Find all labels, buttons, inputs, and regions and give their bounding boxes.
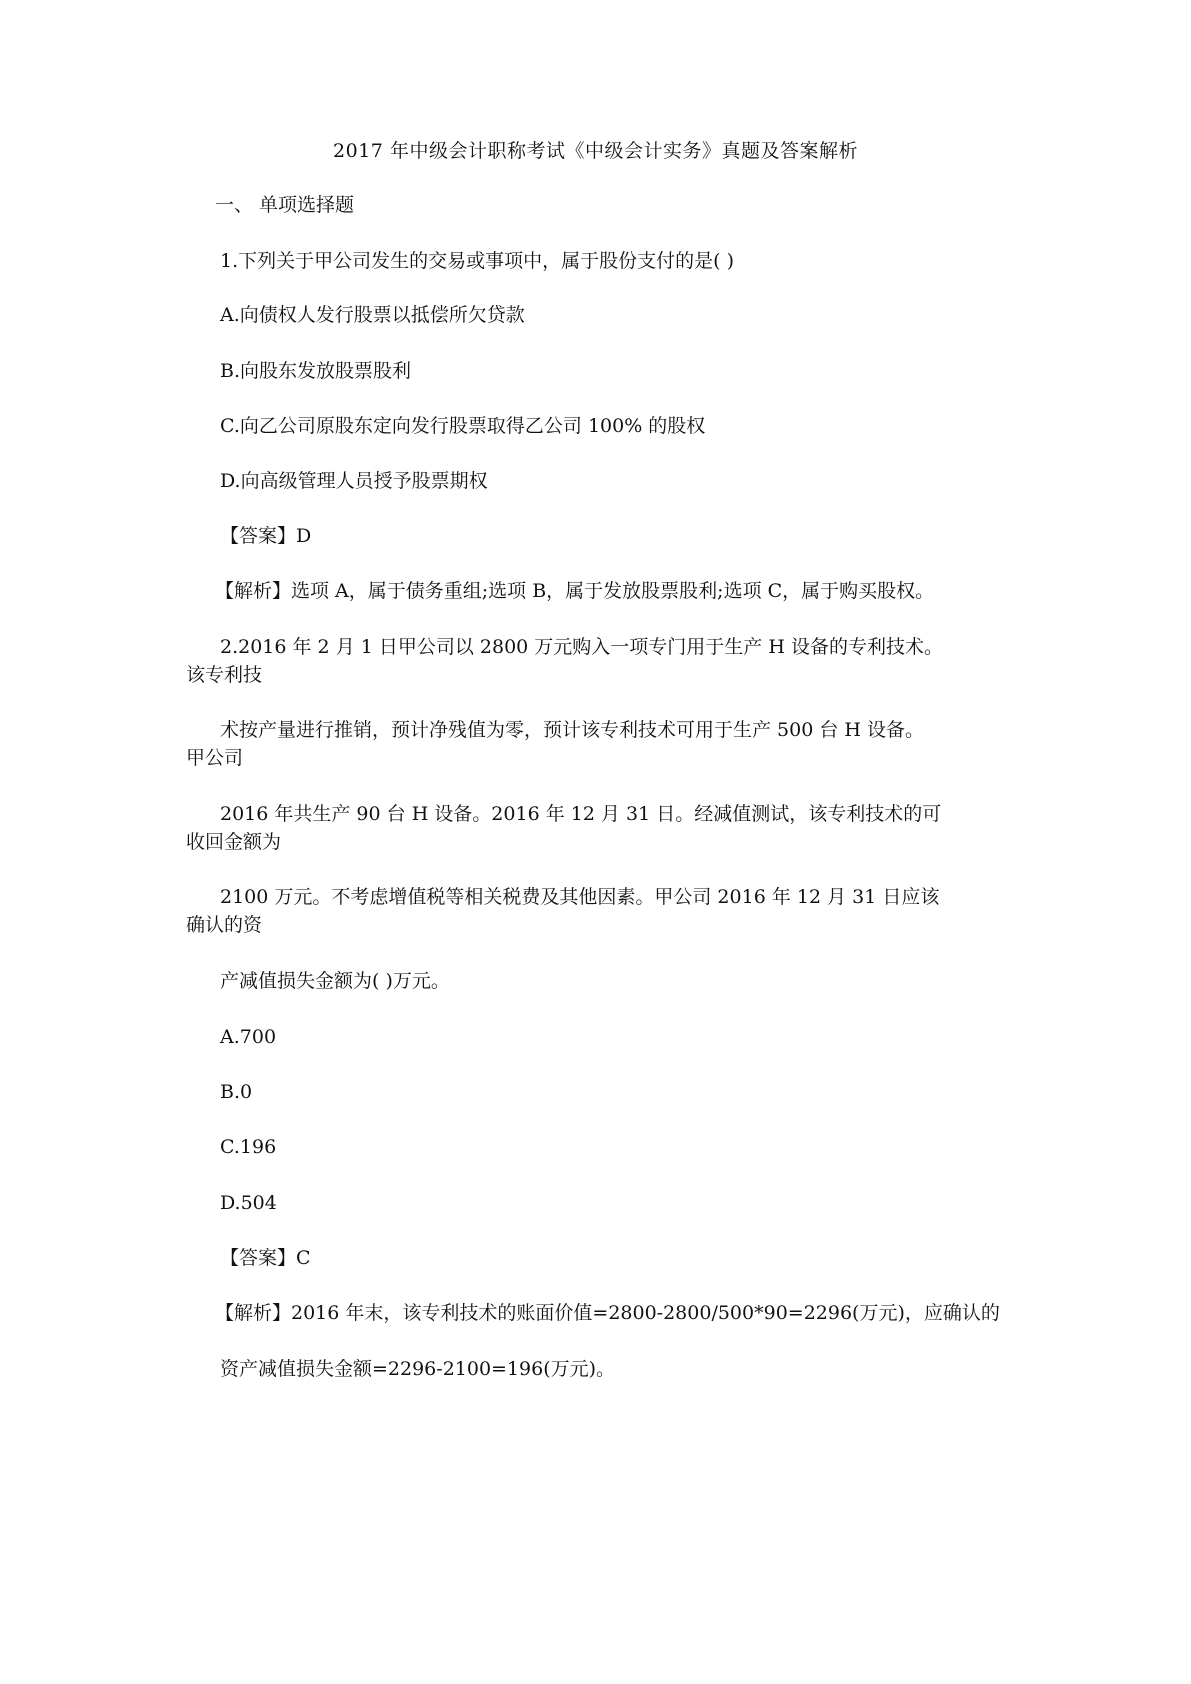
option-c: C.向乙公司原股东定向发行股票取得乙公司 100% 的股权 — [220, 415, 706, 437]
option-a: A.向债权人发行股票以抵偿所欠贷款 — [220, 304, 525, 326]
question-stem-line: 甲公司 — [186, 747, 244, 769]
question-stem-line: 收回金额为 — [186, 831, 282, 853]
explanation: 【解析】选项 A，属于债务重组;选项 B，属于发放股票股利;选项 C，属于购买股权。 — [215, 580, 935, 602]
option-d: D.504 — [220, 1192, 277, 1214]
explanation-line: 【解析】2016 年末，该专利技术的账面价值=2800-2800/500*90=2296(万元)，应确认的 — [215, 1302, 1000, 1324]
option-b: B.0 — [220, 1081, 253, 1103]
question-stem: 1.下列关于甲公司发生的交易或事项中，属于股份支付的是( ) — [220, 250, 734, 272]
question-stem-line: 2016 年共生产 90 台 H 设备。2016 年 12 月 31 日。经减值测试，该专利技术的可 — [220, 803, 942, 825]
question-stem-line: 2100 万元。不考虑增值税等相关税费及其他因素。甲公司 2016 年 12 月 31 日应该 — [220, 886, 940, 908]
option-a: A.700 — [220, 1026, 277, 1048]
document-title: 2017 年中级会计职称考试《中级会计实务》真题及答案解析 — [333, 140, 858, 162]
option-b: B.向股东发放股票股利 — [220, 360, 412, 382]
answer: 【答案】C — [220, 1247, 311, 1269]
question-stem-line: 产减值损失金额为( )万元。 — [220, 970, 450, 992]
question-stem-line: 术按产量进行推销，预计净残值为零，预计该专利技术可用于生产 500 台 H 设备。 — [220, 719, 924, 741]
explanation-line: 资产减值损失金额=2296-2100=196(万元)。 — [220, 1358, 616, 1380]
section-heading: 一、 单项选择题 — [215, 194, 355, 216]
question-stem-line: 该专利技 — [186, 664, 263, 686]
question-stem-line: 2.2016 年 2 月 1 日甲公司以 2800 万元购入一项专门用于生产 H 设备的专利技术。 — [220, 636, 943, 658]
option-c: C.196 — [220, 1136, 277, 1158]
option-d: D.向高级管理人员授予股票期权 — [220, 470, 488, 492]
answer: 【答案】D — [220, 525, 312, 547]
question-stem-line: 确认的资 — [186, 914, 263, 936]
